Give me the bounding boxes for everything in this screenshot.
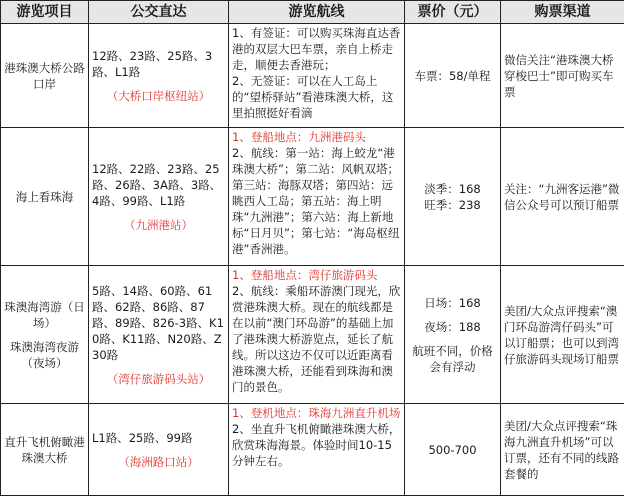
bus-cell <box>89 24 229 128</box>
price-line: 旺季：238 <box>424 197 481 212</box>
channel-text: 微信关注“港珠澳大桥穿梭巴士”即可购买车票 <box>504 52 614 99</box>
table-row <box>1 24 624 128</box>
table-row <box>1 266 624 404</box>
channel-text: 关注：“九洲客运港”微信公众号可以预订船票 <box>504 181 620 212</box>
header-route: 游览航线 <box>229 1 405 24</box>
bus-routes: 12路、22路、23路、25路、26路、3A路、3路、4路、99路、L1路 <box>92 161 222 208</box>
project-name-night: 珠澳海湾夜游（夜场） <box>10 339 79 370</box>
price-line: 日场：168 <box>424 295 481 310</box>
bus-station: （湾仔旅游码头站） <box>106 371 211 386</box>
bus-routes: L1路、25路、99路 <box>92 430 193 445</box>
header-bus: 公交直达 <box>89 1 229 24</box>
price-line: 夜场：188 <box>424 319 481 334</box>
price-cell <box>405 404 501 496</box>
header-project: 游览项目 <box>1 1 89 24</box>
route-text: 2、航线：乘船环游澳门现光，欣赏港珠澳大桥。现在的航线都是在以前“澳门环岛游”的基础上加了港珠澳大桥游览点，延长了航线。所以这边不仅可以近距离看港珠澳大桥，还能看到珠海和澳门的景色。 <box>232 284 401 394</box>
header-channel: 购票渠道 <box>501 1 624 24</box>
route-text: 2、航线：第一站：海上蛟龙“港珠澳大桥”；第二站：风帆双塔；第三站：海豚双塔；第四站：远眺西人工岛；第五站：海上明珠“九洲港”；第六站：海上新地标“日月贝”；第七站：“海岛枢纽港”香洲港。 <box>232 146 400 256</box>
channel-text: 美团/大众点评搜索“珠海九洲直升机场”可以订票，还有不同的线路套餐的 <box>504 418 619 481</box>
channel-cell <box>501 404 624 496</box>
boarding-point: 1、登机地点：珠海九洲直升机场 <box>232 406 401 420</box>
table-row <box>1 404 624 496</box>
header-row <box>1 1 624 24</box>
route-cell <box>229 404 405 496</box>
bus-station: （大桥口岸枢纽站） <box>106 88 211 103</box>
price-note: 航班不同，价格会有浮动 <box>412 343 493 374</box>
route-line: 1、有签证：可以购买珠海直达香港的双层大巴车票，亲自上桥走走，顺便去香港玩； <box>232 26 401 72</box>
route-text: 2、坐直升飞机俯瞰港珠澳大桥，欣赏珠海海景。体验时间10-15分钟左右。 <box>232 422 401 468</box>
route-line: 2、无签证：可以在人工岛上的“望桥驿站”看港珠澳大桥，这里拍照挺好看滴 <box>232 74 394 120</box>
channel-cell <box>501 266 624 404</box>
channel-cell <box>501 24 624 128</box>
channel-text: 美团/大众点评搜索“澳门环岛游湾仔码头”可以订船票；也可以到湾仔旅游码头现场订船票 <box>504 303 619 366</box>
bus-station: （九洲港站） <box>124 217 193 232</box>
project-cell <box>1 266 89 404</box>
price-cell <box>405 24 501 128</box>
price-cell <box>405 266 501 404</box>
boarding-point: 1、登船地点：九洲港码头 <box>232 130 366 144</box>
project-cell <box>1 128 89 266</box>
table-row <box>1 128 624 266</box>
header-price: 票价（元） <box>405 1 501 24</box>
channel-cell <box>501 128 624 266</box>
bus-routes: 12路、23路、25路、3路、L1路 <box>92 48 213 79</box>
boarding-point: 1、登船地点：湾仔旅游码头 <box>232 268 378 282</box>
route-cell <box>229 128 405 266</box>
price-cell <box>405 128 501 266</box>
project-name: 海上看珠海 <box>15 189 74 204</box>
price-text: 500-700 <box>428 442 477 457</box>
price-text: 车票：58/单程 <box>414 68 491 83</box>
project-name-day: 珠澳海湾游（日场） <box>4 299 85 330</box>
bus-station: （海洲路口站） <box>118 454 199 469</box>
project-name: 直升飞机俯瞰港珠澳大桥 <box>4 434 85 465</box>
project-cell <box>1 24 89 128</box>
bus-routes: 5路、14路、60路、61路、62路、86路、87路、89路、826-3路、K10路、K11路、N20路、Z30路 <box>92 283 224 362</box>
bus-cell <box>89 266 229 404</box>
bus-cell <box>89 404 229 496</box>
route-cell <box>229 266 405 404</box>
project-cell <box>1 404 89 496</box>
project-name: 港珠澳大桥公路口岸 <box>4 60 85 91</box>
price-line: 淡季：168 <box>424 181 481 196</box>
route-cell <box>229 24 405 128</box>
bus-cell <box>89 128 229 266</box>
